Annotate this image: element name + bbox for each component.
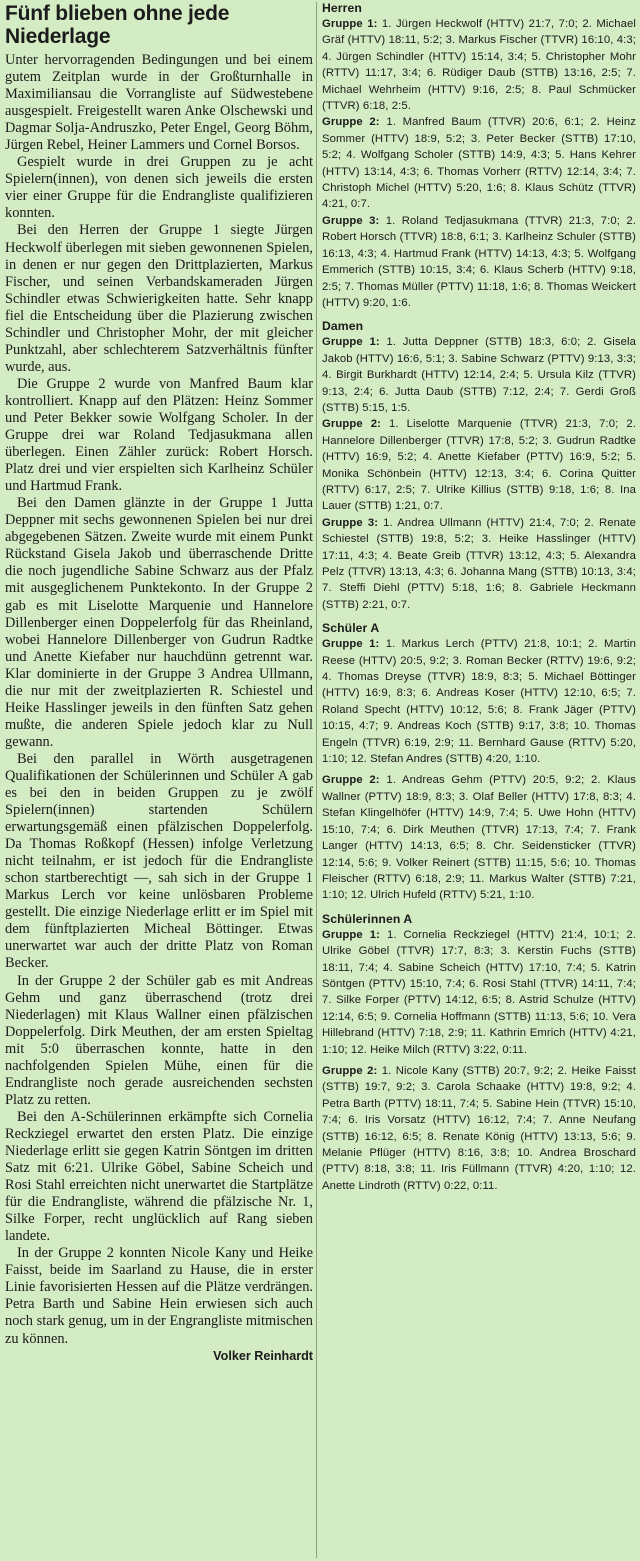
results-group bbox=[322, 334, 636, 416]
group-label: Gruppe 2: bbox=[322, 1064, 378, 1077]
group-label: Gruppe 2: bbox=[322, 418, 382, 431]
article-paragraph: Gespielt wurde in drei Gruppen zu je acht Spielern(innen), von denen sich jeweils die ersten vier einer Gruppe für die Endrangliste qualifizieren konnten. bbox=[5, 154, 313, 222]
group-results: 1. Manfred Baum (TTVR) 20:6, 6:1; 2. Heinz Sommer (HTTV) 18:9, 5:2; 3. Peter Becker (STTB) 17:10, 5:2; 4. Wolfgang Scholer (STTB) 14:9, 4:3; 5. Hans Kehrer (HTTV) 13:14, 4:3; 6. Thomas Vorherr (RTTV) 12:14, 3:4; 7. Christoph Michel (HTTV) 5:20, 1:6; 8. Klaus Schütz (TTVR) 4:21, 0:7. bbox=[322, 116, 636, 211]
article-paragraph: Bei den A-Schülerinnen erkämpfte sich Cornelia Reckziegel erwartet den ersten Platz. Die einzige Niederlage erlitt sie gegen Katrin Söntgen im dritten Satz mit 6:21. Ulrike Göbel, Sabine Scheich und Rosi Stahl erreichten nicht unerwartet die Startplätze für die Endrangliste, während die pfälzische Nr. 1, Silke Forper, recht unglücklich auf Rang sieben landete. bbox=[5, 1108, 313, 1245]
results-group bbox=[322, 1063, 636, 1194]
group-results: 1. Nicole Kany (STTB) 20:7, 9:2; 2. Heike Faisst (STTB) 19:7, 9:2; 3. Carola Schaake (HTTV) 19:8, 9:2; 4. Petra Barth (PTTV) 18:11, 7:4; 5. Sabine Hein (TTVR) 15:10, 7:4; 6. Iris Vorsatz (HTTV) 16:12, 7:4; 7. Anne Neufang (STTB) 16:12, 6:5; 8. Renate König (HTTV) 13:13, 5:6; 9. Melanie Pflüger (HTTV) 8:16, 3:8; 10. Andrea Broschard (PTTV) 8:18, 3:8; 11. Iris Füllmann (TTVR) 4:20, 1:10; 12. Anette Lindroth (RTTV) 0:22, 0:11. bbox=[322, 1064, 636, 1192]
results-group bbox=[322, 114, 636, 212]
section-heading-schueler: Schüler A bbox=[322, 621, 380, 636]
results-column bbox=[322, 0, 636, 1561]
results-group bbox=[322, 772, 636, 903]
group-label: Gruppe 3: bbox=[322, 214, 380, 227]
group-label: Gruppe 2: bbox=[322, 774, 380, 787]
group-label: Gruppe 3: bbox=[322, 516, 379, 529]
results-group bbox=[322, 16, 636, 114]
article-paragraph: In der Gruppe 2 konnten Nicole Kany und Heike Faisst, beide im Saarland zu Hause, die in erster Linie favorisierten Hessen auf die Plätze verdrängen. Petra Barth und Sabine Hein erwiesen sich auch noch stark genug, um in der Engrangliste mitmischen zu können. bbox=[5, 1245, 313, 1347]
group-label: Gruppe 1: bbox=[322, 638, 380, 651]
article-paragraph: In der Gruppe 2 der Schüler gab es mit Andreas Gehm und ganz überraschend (trotz drei Niederlagen) mit Klaus Wallner einen pfälzischen Doppelerfolg. Dirk Meuthen, der am ersten Spieltag mit 5:0 überraschen konnte, hatte in den nachfolgenden Spielen Mühe, einen für die Endrangliste noch gerade ausreichenden sechsten Platz zu retten. bbox=[5, 972, 313, 1108]
group-label: Gruppe 1: bbox=[322, 336, 380, 349]
group-results: 1. Andrea Ullmann (HTTV) 21:4, 7:0; 2. Renate Schiestel (STTB) 19:8, 5:2; 3. Heike Hasslinger (HTTV) 17:11, 4:3; 4. Beate Greib (TTVR) 13:12, 4:3; 5. Alexandra Pelz (TTVR) 13:13, 4:3; 6. Johanna Mang (STTB) 10:13, 3:4; 7. Steffi Diehl (PTTV) 5:18, 1:6; 8. Gabriele Heckmann (STTB) 2:21, 0:7. bbox=[322, 516, 636, 611]
results-group bbox=[322, 416, 636, 514]
section-heading-damen: Damen bbox=[322, 319, 364, 334]
article-paragraph: Bei den Damen glänzte in der Gruppe 1 Jutta Deppner mit sechs gewonnenen Spielen bei nur drei abgegebenen Sätzen. Zweite wurde mit einem Punkt Rückstand Gisela Jakob und überraschende Dritte die noch jugendliche Sabine Schwarz aus der Pfalz mit ausgeglichenem Punktekonto. In der Gruppe 2 gab es mit Liselotte Marquenie und Hannelore Dillenberger einen Doppelerfolg für das Rheinland, wobei Hannelore Dillenberger von Gudrun Radtke und Anette Kiefaber nur hauchdünn getrennt war. Klar dominierte in der Gruppe 3 Andrea Ullmann, die nur mit der zweitplazierten R. Schiestel und Heike Hasslinger jeweils in den fünften Satz gehen mußte, die anderen Spiele jedoch klar zu Null gewann. bbox=[5, 495, 313, 750]
section-heading-schuelerinnen: Schülerinnen A bbox=[322, 911, 413, 926]
article-author: Volker Reinhardt bbox=[213, 1348, 313, 1363]
article-paragraph: Unter hervorragenden Bedingungen und bei einem gutem Zeitplan wurde in der Großturnhalle in Maximiliansau die Vorrangliste auf Südwestebene ausgespielt. Freigestellt waren Anke Olschewski und Dagmar Solja-Andruszko, Peter Engel, Georg Böhm, Jürgen Rebel, Heiner Lammers und Cornel Borsos. bbox=[5, 52, 313, 154]
results-group bbox=[322, 927, 636, 1058]
group-label: Gruppe 1: bbox=[322, 18, 378, 30]
group-results: 1. Roland Tedjasukmana (TTVR) 21:3, 7:0; 2. Robert Horsch (TTVR) 18:8, 6:1; 3. Karlheinz Schuler (STTB) 16:13, 4:3; 4. Hartmud Frank (HTTV) 14:13, 4:3; 5. Wolfgang Emmerich (STTB) 10:15, 3:4; 6. Klaus Scherb (HTTV) 9:18, 2:5; 7. Thomas Müller (PTTV) 11:18, 1:6; 8. Thomas Weickert (HTTV) 9:20, 1:6. bbox=[322, 214, 636, 309]
group-results: 1. Liselotte Marquenie (TTVR) 21:3, 7:0; 2. Hannelore Dillenberger (TTVR) 17:8, 5:2; 3. Gudrun Radtke (HTTV) 16:9, 5:2; 4. Anette Kiefaber (PTTV) 16:9, 5:2; 5. Monika Schönbein (HTTV) 12:13, 3:4; 6. Corina Quitter (RTTV) 6:17, 2:5; 7. Ulrike Killius (STTB) 9:18, 1:6; 8. Ina Lauer (STTB) 1:21, 0:7. bbox=[322, 418, 636, 513]
group-results: 1. Jürgen Heckwolf (HTTV) 21:7, 7:0; 2. Michael Gräf (HTTV) 18:11, 5:2; 3. Markus Fischer (TTVR) 16:10, 4:3; 4. Jürgen Schindler (HTTV) 15:14, 3:4; 5. Christopher Mohr (RTTV) 11:17, 3:4; 6. Rüdiger Daub (STTB) 13:16, 2:5; 7. Michael Wehrheim (HTTV) 9:16, 2:5; 8. Paul Schmücker (TTVR) 6:18, 2:5. bbox=[322, 18, 636, 113]
article-body bbox=[5, 52, 313, 1348]
results-group bbox=[322, 213, 636, 311]
results-group bbox=[322, 636, 636, 767]
article-paragraph: Die Gruppe 2 wurde von Manfred Baum klar kontrolliert. Knapp auf den Plätzen: Heinz Sommer und Peter Bekker sowie Wolfgang Scholer. In der Gruppe drei war Roland Tedjasukmana allen überlegen. Einen Zähler zurück: Robert Horsch. Platz drei und vier erspielten sich Karlheinz Schüler und Hartmud Frank. bbox=[5, 375, 313, 495]
group-results: 1. Andreas Gehm (PTTV) 20:5, 9:2; 2. Klaus Wallner (PTTV) 18:9, 8:3; 3. Olaf Beller (HTTV) 17:8, 8:3; 4. Stefan Klingelhöfer (HTTV) 14:9, 7:4; 5. Uwe Hohn (HTTV) 15:10, 7:4; 6. Dirk Meuthen (TTVR) 17:13, 7:4; 7. Frank Langer (HTTV) 14:13, 6:5; 8. Chr. Seidensticker (TTVR) 12:14, 5:6; 9. Volker Reinert (STTB) 11:15, 5:6; 10. Thomas Fleischer (RTTV) 6:18, 2:9; 11. Markus Walter (STTB) 7:21, 1:10; 12. Ulrich Hufeld (RTTV) 5:21, 1:10. bbox=[322, 774, 636, 902]
article-headline: Fünf blieben ohne jede Niederlage bbox=[5, 2, 230, 48]
group-results: 1. Cornelia Reckziegel (HTTV) 21:4, 10:1; 2. Ulrike Göbel (TTVR) 17:7, 8:3; 3. Kerstin Fuchs (STTB) 18:11, 7:4; 4. Sabine Scheich (HTTV) 17:10, 7:4; 5. Katrin Söntgen (PTTV) 15:10, 7:4; 6. Rosi Stahl (TTVR) 14:11, 7:4; 7. Silke Forper (PTTV) 14:12, 6:5; 8. Astrid Schulze (HTTV) 12:14, 6:5; 9. Cornelia Hoffmann (STTB) 11:13, 5:6; 10. Vera Hillebrand (HTTV) 7:18, 2:9; 11. Kathrin Emrich (HTTV) 4:21, 1:10; 12. Heike Milch (RTTV) 3:22, 0:11. bbox=[322, 928, 636, 1056]
article-paragraph: Bei den parallel in Wörth ausgetragenen Qualifikationen der Schülerinnen und Schüler A gab es bei den in beiden Gruppen zu je zwölf Spielern(innen) startenden Schülern erwartungsgemäß einen pfälzischen Doppelerfolg. Da Thomas Roßkopf (Hessen) infolge Verletzung nicht teilnahm, er ist jedoch für die Endrangliste schon startberechtigt —, sah sich in der Gruppe 1 Markus Lerch vor keine unlösbaren Probleme gestellt. Die einzige Niederlage erlitt er im Spiel mit dem fünftplazierten Micheal Böttinger. Etwas unerwartet war auch der dritte Platz von Roman Becker. bbox=[5, 750, 313, 972]
section-heading-herren: Herren bbox=[322, 1, 362, 15]
group-label: Gruppe 1: bbox=[322, 928, 380, 941]
results-group bbox=[322, 515, 636, 613]
group-label: Gruppe 2: bbox=[322, 116, 380, 129]
group-results: 1. Jutta Deppner (STTB) 18:3, 6:0; 2. Gisela Jakob (HTTV) 16:6, 5:1; 3. Sabine Schwarz (PTTV) 9:13, 3:3; 4. Birgit Burkhardt (HTTV) 12:14, 2:4; 5. Ursula Kilz (TTVR) 9:13, 2:4; 6. Jutta Daub (STTB) 7:12, 2:4; 7. Gerdi Groß (STTB) 5:15, 1:5. bbox=[322, 336, 636, 414]
group-results: 1. Markus Lerch (PTTV) 21:8, 10:1; 2. Martin Reese (HTTV) 20:5, 9:2; 3. Roman Becker (RTTV) 19:6, 9:2; 4. Thomas Dreyse (TTVR) 18:9, 8:3; 5. Michael Böttinger (HTTV) 16:9, 8:3; 6. Andreas Koser (HTTV) 12:10, 6:5; 7. Roland Specht (HTTV) 10:12, 5:6; 8. Frank Jäger (PTTV) 10:15, 4:7; 9. Andreas Koch (STTB) 9:17, 3:8; 10. Thomas Engeln (TTVR) 6:19, 2:9; 11. Bernhard Gause (RTTV) 5:20, 1:10; 12. Stefan Andres (STTB) 4:20, 1:10. bbox=[322, 638, 636, 766]
column-divider bbox=[316, 2, 317, 1558]
article-column bbox=[5, 0, 313, 1561]
article-paragraph: Bei den Herren der Gruppe 1 siegte Jürgen Heckwolf überlegen mit sieben gewonnenen Spielen, in denen er nur gegen den Drittplazierten, Markus Fischer, und seinen Verbandskameraden Jürgen Schindler etwas Schwierigkeiten hatte. Sehr knapp fiel die Entscheidung über die Plazierung zwischen Schindler und Christopher Mohr, der mit gleicher Punktzahl, aber schlechterem Satzverhältnis fünfter wurde, aus. bbox=[5, 222, 313, 375]
